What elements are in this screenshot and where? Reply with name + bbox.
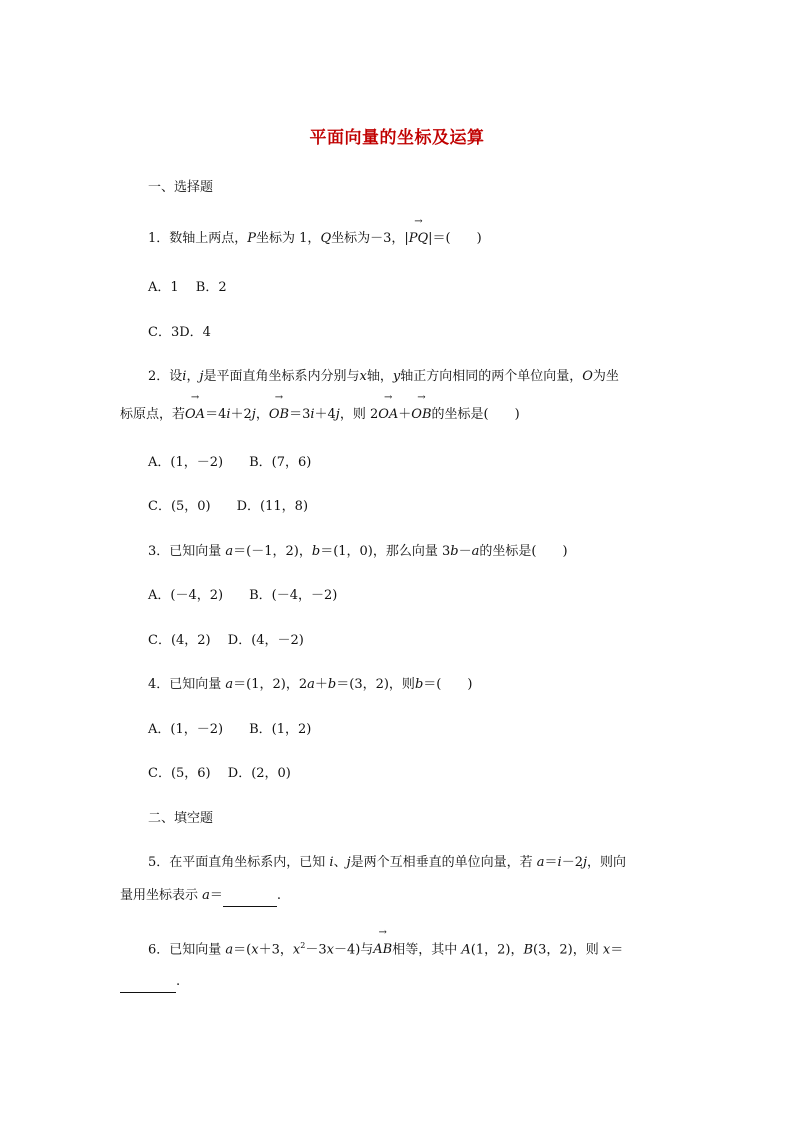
page-title: 平面向量的坐标及运算 — [309, 128, 485, 148]
vector-pq: → PQ — [409, 229, 428, 249]
question-5-line-1: 5．在平面直角坐标系内，已知 i、j是两个互相垂直的单位向量，若 a＝i－2j，则向 — [148, 855, 627, 870]
question-2-options-cd: C．(5，0) D．(11，8) — [148, 499, 309, 514]
question-3-options-ab: A．(－4，2) B．(－4，－2) — [148, 588, 338, 603]
question-4: 4．已知向量 a＝(1，2)，2a＋b＝(3，2)，则b＝( ) — [148, 677, 473, 692]
question-3: 3．已知向量 a＝(－1，2)，b＝(1，0)，那么向量 3b－a的坐标是( ) — [148, 544, 568, 559]
question-5-line-2: 量用坐标表示 a＝ . — [120, 886, 281, 907]
question-1-options-ab: A．1 B．2 — [148, 280, 227, 295]
question-2-options-ab: A．(1，－2) B．(7，6) — [148, 455, 312, 470]
question-4-options-cd: C．(5，6) D．(2，0) — [148, 766, 291, 781]
vector-oa: → OA — [378, 405, 398, 425]
question-6-line-1: 6．已知向量 a＝(x＋3，$x^2-3x-4$)与→ AB相等，其中 A(1，2)，B(3，2)，则 x＝ — [148, 936, 623, 960]
question-2-line-1: 2．设i，j是平面直角坐标系内分别与x轴，y轴正方向相同的两个单位向量，O为坐 — [148, 369, 619, 384]
answer-blank — [223, 886, 277, 907]
question-3-options-cd: C．(4，2) D．(4，－2) — [148, 633, 304, 648]
question-4-options-ab: A．(1，－2) B．(1，2) — [148, 722, 312, 737]
question-1: 1．数轴上两点，P坐标为 1，Q坐标为－3，|→ PQ|＝( ) — [148, 229, 482, 249]
vector-ab: → AB — [373, 940, 392, 960]
question-2-line-2: 标原点，若→ OA＝4i＋2j，→ OB＝3i＋4j，则 2→ OA＋→ OB的坐标是( ) — [120, 405, 520, 425]
vector-oa: → OA — [185, 405, 205, 425]
section-heading-choice: 一、选择题 — [148, 180, 214, 195]
vector-ob: → OB — [269, 405, 289, 425]
answer-blank — [120, 972, 176, 993]
section-heading-fill: 二、填空题 — [148, 811, 214, 826]
question-6-line-2: . — [120, 972, 180, 993]
vector-ob: → OB — [411, 405, 431, 425]
question-1-options-cd: C．3D．4 — [148, 325, 211, 340]
